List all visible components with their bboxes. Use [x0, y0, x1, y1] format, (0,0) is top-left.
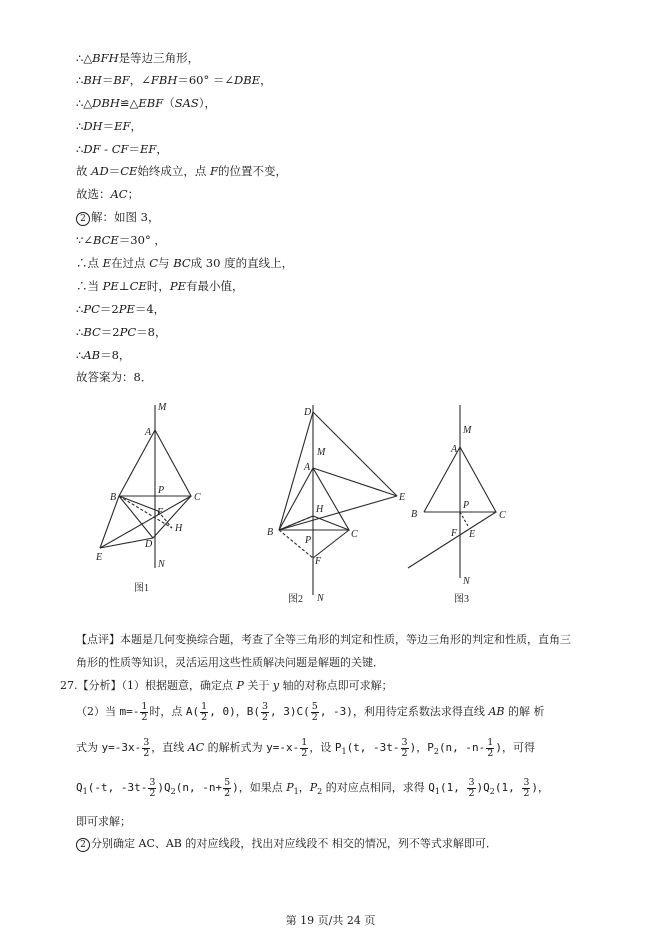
q27-line-3: 式为 y=-3x- $\frac{3}{2}$ ，直线 AC 的解析式为 y=-x- $\frac{1}{2}$ ，设 $P_1(t$, -3t- $\frac{3}{2}$ )，$P_2(n$, -n- $\frac{1}{2}$ )，可得 [76, 736, 535, 759]
q27-line-4: $Q_1(-t$, -3t- $\frac{3}{2}$ )$Q_2(n$, -n+ $\frac{5}{2}$ )，如果点 $P_1$，$P_2$ 的对应点相同，求得 $Q_1(1$, $\frac{3}{2}$ )$Q_2(1$, $\frac{3}{2}$ )， [76, 776, 550, 799]
text-line: ∴△DBH≌△EBF（SAS）， [76, 96, 216, 110]
fig3-label-F: F [451, 528, 458, 539]
fig2-label-D: D [304, 407, 312, 418]
fig1-line-BE [100, 496, 119, 548]
q27-line-2: （2）当 m=- $\frac{1}{2}$ 时，点 A( $\frac{1}{2}$ , 0)，B( $\frac{3}{2}$ , 3)C( $\frac{5}{2}$ , -3)，利用待定系数法求得直线 AB 的解 析 [76, 700, 545, 723]
fig2-line-AE [313, 468, 397, 496]
fig3-label-E: E [469, 529, 476, 540]
review-line-2: 角形的性质等知识，灵活运用这些性质解决问题是解题的关键． [76, 656, 384, 669]
fig1-label-E: E [96, 552, 103, 563]
fig2-label-F: F [315, 556, 322, 567]
fig2-line-BE [279, 496, 397, 530]
fig3-line-PE [460, 512, 468, 526]
page-footer: 第 19 页/共 24 页 [285, 914, 376, 927]
fig1-label-C: C [194, 492, 201, 503]
fig1-label-P: P [158, 485, 165, 496]
fig1-caption: 图1 [134, 583, 149, 594]
fig1-label-N: N [158, 559, 165, 570]
fig2-label-H: H [316, 504, 324, 515]
q27-line-6: 2 分别确定 AC、AB 的对应线段，找出对应线段不 相交的情况，列不等式求解即可． [76, 836, 497, 852]
fig2-label-E: E [399, 492, 406, 503]
geometry-figures [0, 390, 661, 620]
circled-number: 2 [76, 212, 90, 226]
fig2-label-B: B [267, 527, 274, 538]
fig2-label-C: C [351, 529, 358, 540]
text-line: ∵∠BCE＝30° ， [76, 233, 166, 247]
text-line: ∴DH＝EF， [76, 119, 142, 133]
text-line: ∴BC＝2PC＝8， [76, 325, 167, 339]
text-line: 2 解：如图 3， [76, 209, 159, 226]
text-line: ∴当 PE⊥CE时，PE有最小值， [76, 279, 244, 293]
fig2-label-N: N [317, 593, 324, 604]
fig2-line-DE [313, 412, 397, 496]
circled-number: 2 [76, 838, 90, 852]
text-line: ∴DF - CF＝EF， [76, 142, 168, 156]
fig1-label-H: H [175, 523, 183, 534]
fig1-label-D: D [145, 539, 153, 550]
text-line: ∴PC＝2PE＝4， [76, 302, 166, 316]
fig2-caption: 图2 [288, 594, 303, 605]
fig1-label-M: M [158, 402, 167, 413]
fig2-line-HC [313, 516, 349, 530]
text-line: 故答案为：8． [76, 370, 153, 384]
fig3-label-N: N [463, 576, 470, 587]
fig3-label-A: A [451, 444, 458, 455]
fig1-label-B: B [110, 492, 117, 503]
text-line: ∴AB＝8， [76, 348, 131, 362]
fig3-label-P: P [463, 500, 470, 511]
fig2-label-P: P [305, 535, 312, 546]
fig3-caption: 图3 [454, 594, 469, 605]
fig3-label-C: C [499, 510, 506, 521]
fig2-line-CF [313, 530, 349, 558]
fig2-label-M: M [317, 447, 326, 458]
text-line: ∴点 E在过点 C与 BC成 30 度的直线上， [76, 256, 294, 270]
fig1-label-A: A [145, 427, 152, 438]
text-line: ∴△BFH是等边三角形， [76, 51, 200, 65]
fig3-label-M: M [463, 425, 472, 436]
fig3-line-CE [408, 512, 496, 568]
text-line: 故 AD＝CE始终成立，点 F的位置不变， [76, 164, 288, 178]
text-line: 故选：AC； [76, 187, 140, 201]
fig2-label-A: A [304, 462, 311, 473]
review-line-1: 【点评】本题是几何变换综合题，考查了全等三角形的判定和性质，等边三角形的判定和性质，直角三 [76, 633, 571, 646]
fig3-label-B: B [411, 509, 418, 520]
q27-line-5: 即可求解； [76, 815, 131, 828]
text-line: ∴BH＝BF，∠FBH＝60° ＝∠DBE， [76, 73, 272, 87]
fig1-label-F: F [157, 507, 164, 518]
q27-head: 27.【分析】（1）根据题意，确定点 P 关于 y 轴的对称点即可求解； [60, 679, 393, 692]
fig2-triangle [279, 468, 349, 530]
